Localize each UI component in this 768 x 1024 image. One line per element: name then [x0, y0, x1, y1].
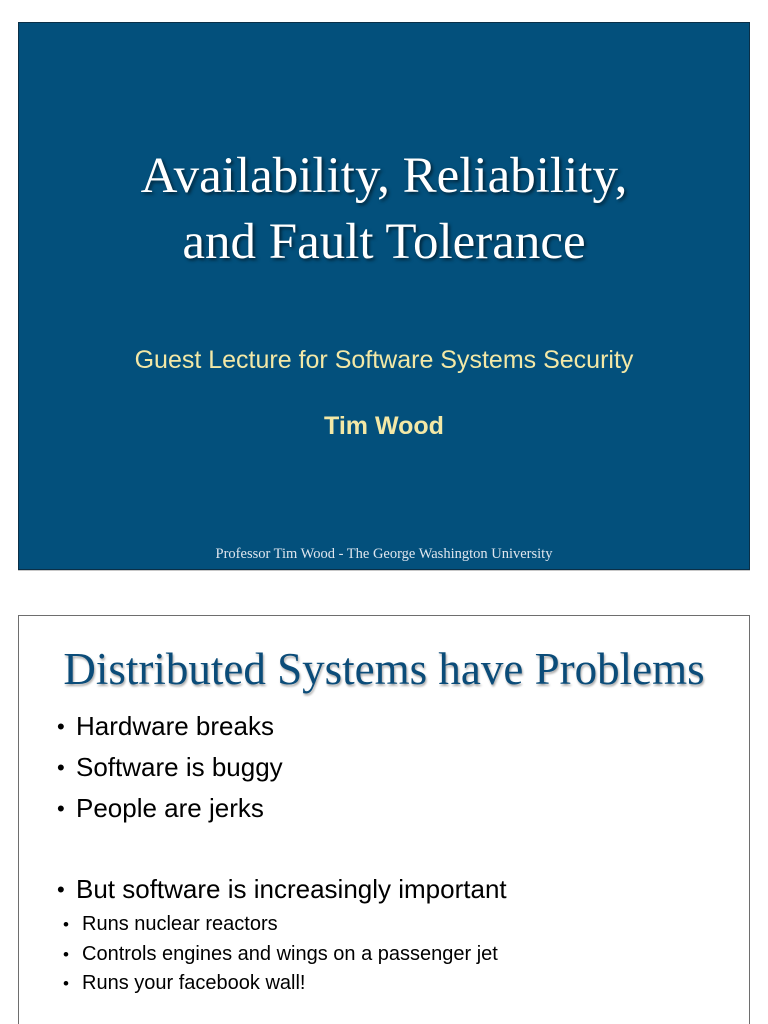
slide-author: Tim Wood	[324, 412, 444, 440]
sub-bullet-item: • Controls engines and wings on a passenger jet	[63, 940, 507, 970]
sub-bullet-group	[57, 910, 507, 999]
slide-title-line-2: and Fault Tolerance	[182, 214, 586, 270]
slide-title	[19, 143, 749, 275]
bullet-spacer	[57, 829, 507, 869]
slide-subtitle: Guest Lecture for Software Systems Security	[134, 346, 634, 374]
bullet-item: • But software is increasingly important	[57, 869, 507, 910]
title-slide	[18, 22, 750, 570]
slide-title-line-1: Availability, Reliability,	[140, 148, 628, 204]
bullet-list	[57, 706, 507, 999]
sub-bullet-item: • Runs nuclear reactors	[63, 910, 507, 940]
bullet-item: • Hardware breaks	[57, 706, 507, 747]
slide-footer: Professor Tim Wood - The George Washington University	[215, 546, 553, 562]
slide-heading: Distributed Systems have Problems	[63, 644, 705, 694]
content-slide	[18, 615, 750, 1024]
sub-bullet-item: • Runs your facebook wall!	[63, 969, 507, 999]
sub-bullet-list	[57, 910, 507, 999]
bullet-item: • Software is buggy	[57, 747, 507, 788]
bullet-item: • People are jerks	[57, 788, 507, 829]
